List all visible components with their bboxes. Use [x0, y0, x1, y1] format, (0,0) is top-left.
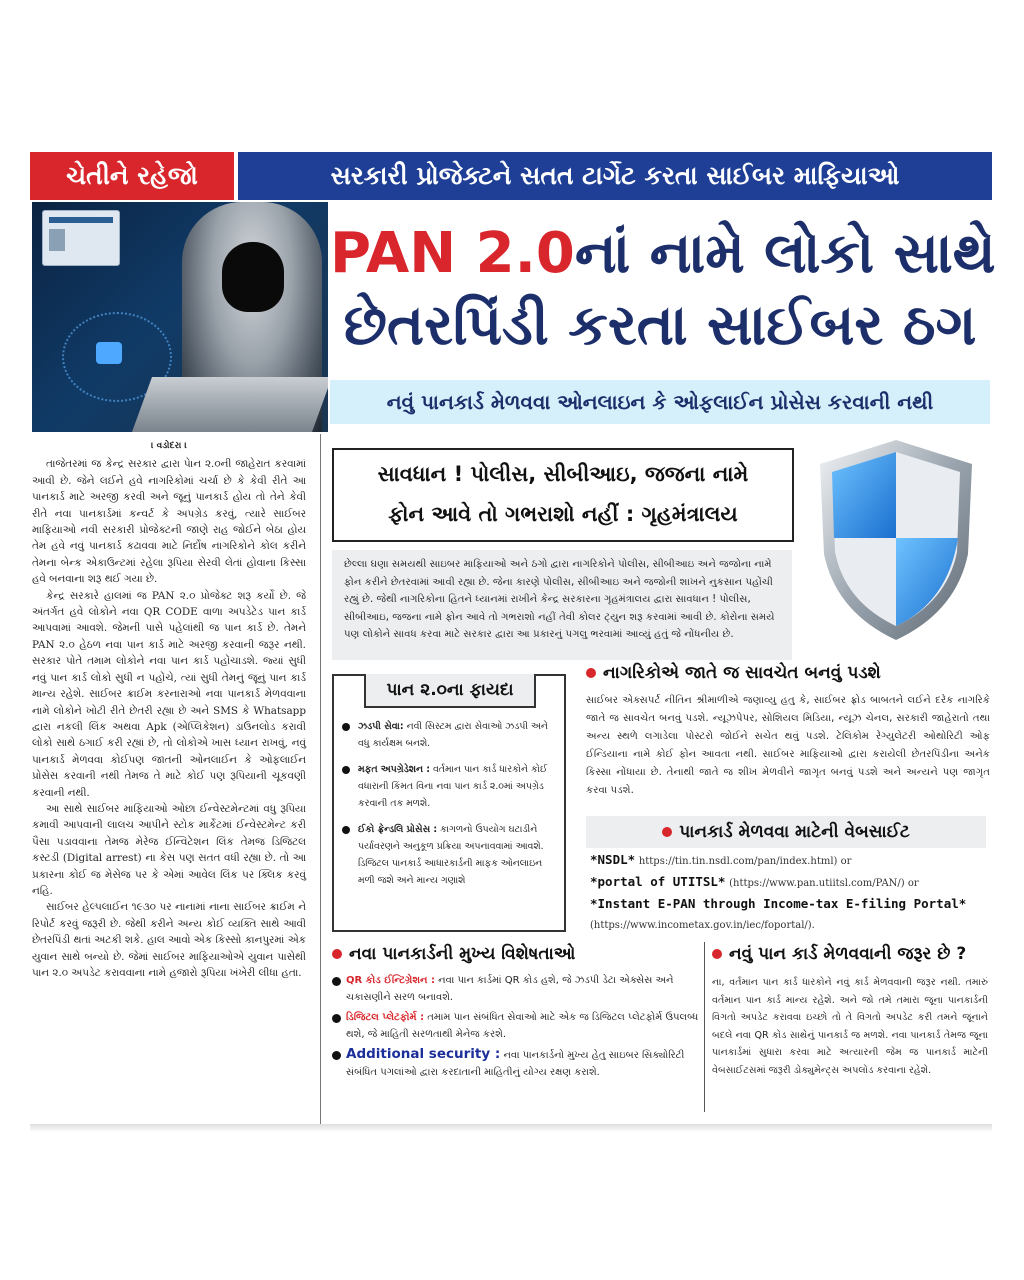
- column-divider: [320, 434, 321, 1124]
- website-item: [590, 894, 990, 936]
- paper-shadow: [30, 1124, 992, 1132]
- need-heading: [712, 940, 992, 968]
- feature-text: નવા પાન કાર્ડમાં QR કોડ હશે, જે ઝડપી ડેટા એક્સેસ અને ચકાસણીને સરળ બનાવશે.: [346, 975, 674, 1003]
- website-label: *portal of UTITSL*: [590, 874, 726, 889]
- benefit-text: નવી સિસ્ટમ દ્વારા સેવાઓ ઝડપી અને વધુ કાર્યક્ષમ બનશે.: [358, 721, 548, 749]
- feature-head: QR કોડ ઈન્ટિગ્રેશન :: [346, 975, 435, 986]
- feature-item: [332, 1046, 700, 1081]
- need-heading-text: નવું પાન કાર્ડ મેળવવાની જરૂર છે ?: [729, 944, 967, 964]
- benefit-item: [342, 718, 558, 752]
- websites-heading: [586, 816, 986, 848]
- features-heading: [332, 940, 702, 968]
- warning-headline-box: [332, 448, 794, 542]
- benefit-head: ઈકો ફ્રેન્ડલિ પ્રોસેસ :: [358, 824, 438, 835]
- mask-face: [222, 242, 284, 312]
- citizens-body: સાઈબર એક્સપર્ટ નીતિન શ્રીમાળીએ જણાવ્યુ હતુ કે, સાઈબર ફ્રોડ બાબતને લઈને દરેક નાગરિકે જાતે જ સાવચેત બનવું પડશે. ન્યૂઝપેપર, સોશિયલ મિડિયા, ન્યૂઝ ચેનલ, સરકારી જાહેરાતો તથા અન્ય સ્થળે લગાડેલા પોસ્ટરો જોઈને સચેત થવું પડશે. ટેલિકોમ રેગ્યુલેટરી ઓથોરિટી ઓફ ઈન્ડિયાના નામે કોઈ ફોન આવતા નથી. સાઈબર માફિયાઓ દ્વારા કરાયેલી છેતરપિંડીના અનેક કિસ્સા નોંધાયા છે. તેનાથી જાતે જ શીખ મેળવીને જાગૃત બનવું પડશે અને અન્યને પણ જાગૃત કરવા પડશે.: [586, 695, 990, 796]
- website-url[interactable]: (https://www.pan.utiitsl.com/PAN/) or: [729, 878, 919, 889]
- bullet-dot-icon: [712, 949, 722, 959]
- features-heading-text: નવા પાનકાર્ડની મુખ્ય વિશેષતાઓ: [349, 944, 576, 964]
- benefit-item: [342, 821, 558, 889]
- websites-heading-text: પાનકાર્ડ મેળવવા માટેની વેબસાઈટ: [679, 822, 910, 842]
- benefit-head: ઝડપી સેવા:: [358, 721, 404, 732]
- benefit-item: [342, 761, 558, 812]
- dateline: । વડોદરા ।: [151, 441, 187, 451]
- newspaper-clipping: [30, 152, 996, 1124]
- citizens-heading-text: નાગરિકોએ જાતે જ સાવચેત બનવું પડશે: [603, 663, 881, 683]
- website-label: *Instant E-PAN through Income-tax E-filing Portal*: [590, 896, 967, 911]
- headline: [330, 221, 996, 358]
- column-divider: [704, 942, 705, 1112]
- website-url[interactable]: https://tin.tin.nsdl.com/pan/index.html) or: [638, 856, 852, 867]
- need-body: ના, વર્તમાન પાન કાર્ડ ધારકોને નવું કાર્ડ મેળવવાની જરૂર નથી. તમારું વર્તમાન પાન કાર્ડ માન્ય રહેશે. અને જો તમે તમારા જૂના પાનકાર્ડની વિગતો અપડેટ કરાવવા ઇચ્છો તો તે વિગતો અપડેટ કરી તમને જૂનાને બદલે નવા QR કોડ સાથેનું પાનકાર્ડ જ મળશે. નવા પાનકાર્ડ તેમજ જૂના પાનકાર્ડમાં સુધારા કરવા માટે અત્યારની જેમ જ પાનકાર્ડ માટેની વેબસાઈટસમાં જરૂરી ડોક્યુમેન્ટ્સ અપલોડ કરવાના રહેશે.: [712, 977, 988, 1076]
- pan-card-icon: [42, 210, 120, 266]
- website-label: *NSDL*: [590, 852, 636, 867]
- article-paragraph: તાજેતરમાં જ કેન્દ્ર સરકાર દ્વારા પેાન ૨.૦ની જાહેરાત કરવામાં આવી છે. જેને લઈને હવે નાગરિકોમાં ચર્ચા છે કે કેવી રીતે આ પાનકાર્ડ માટે અરજી કરવી અને જૂનું પાનકાર્ડ હોય તો તેને કેવી રીતે નવા પાનકાર્ડમાં કન્વર્ટ કે અપગ્રેડ કરવું, ત્યારે સાઈબર માફિયાઓ નવી સરકારી પ્રોજેક્ટની જાણે રાહ જોઈને બેઠા હોય તેમ હવે નવું પાનકાર્ડ કઢાવવા માટે નિર્દોષ નાગરિકોને કોલ કરીને તેમના બેન્ક એકાઉન્ટમાં રહેલા રૂપિયા સેરવી લેતાં હોવાના કિસ્સા હવે બનવાના શરૂ થઈ ગયા છે.: [32, 458, 306, 586]
- banner-tag: ચેતીને રહેજો: [30, 152, 238, 200]
- feature-head: Additional security :: [346, 1046, 501, 1062]
- websites-list: [590, 850, 990, 936]
- benefits-title: પાન ૨.૦ના ફાયદા: [364, 674, 536, 708]
- website-url[interactable]: (https://www.incometax.gov.in/iec/foportal/).: [590, 920, 815, 931]
- feature-text: તમામ પાન સંબંધિત સેવાઓ માટે એક જ ડિજિટલ પ્લેટફોર્મ ઉપલબ્ધ થશે, જે માહિતી સરળતાથી મેનેજ કરશે.: [346, 1012, 699, 1040]
- benefit-text: કાગળનો ઉપયોગ ઘટાડીને પર્યાવરણને અનુકૂળ પ્રક્રિયા અપનાવવામાં આવશે. ડિજિટલ પાનકાર્ડ આધારકાર્ડની માફક ઓનલાઇન મળી જશે અને માન્ય ગણાશે: [358, 824, 544, 886]
- shield-icon: [806, 434, 986, 646]
- feature-text: નવા પાનકાર્ડનો મુખ્ય હેતુ સાઇબર સિક્યોરિટી સંબંધિત પગલાંઓ દ્વારા કરદાતાની માહિતીનું યોગ્ય રક્ષણ કરાશે.: [346, 1050, 685, 1078]
- warning-headline-line-1: સાવધાન ! પોલીસ, સીબીઆઇ, જજના નામે: [377, 462, 749, 486]
- website-item: [590, 850, 990, 872]
- banner-title: સરકારી પ્રોજેક્ટને સતત ટાર્ગેટ કરતા સાઈબર માફિયાઓ: [238, 152, 992, 200]
- headline-line-2: છેતરપિંડી કરતા સાઈબર ઠગ: [343, 293, 977, 358]
- warning-body: છેલ્લા ઘણા સમયથી સાઇબર માફિયાઓ અને ઠગો દ્વારા નાગરિકોને પોલીસ, સીબીઆઇ અને જજોના નામે ફોન કરીને છેતરવામાં આવી રહ્યા છે. જેના કારણે પોલીસ, સીબીઆઇ અને જજોની શાખને નુકસાન પહોંચી રહ્યું છે. જેથી નાગરિકોના હિતને ધ્યાનમાં રાખીને કેન્દ્ર સરકારના ગૃહમંત્રાલય દ્વારા સાવધાન ! પોલીસ, સીબીઆઇ, જજના નામે ફોન આવે તો ગભરાશો નહીં તેવી કોલર ટ્યુન શરૂ કરવામાં આવી છે. કોરોના સમયે પણ લોકોને સાવધ કરવા માટે સરકાર દ્વારા આ પ્રકારનું પગલુ ભરવામાં આવ્યું હતું જે નોંધનીય છે.: [332, 550, 792, 660]
- benefit-text: વર્તમાન પાન કાર્ડ ધારકોને કોઈ વધારાની કિંમત વિના નવા પાન કાર્ડ ૨.૦માં અપગ્રેડ કરવાની તક મળશે.: [358, 764, 548, 809]
- bullet-dot-icon: [586, 668, 596, 678]
- article-paragraph: કેન્દ્ર સરકારે હાલમાં જ PAN ૨.૦ પ્રોજેક્ટ શરૂ કર્યો છે. જે અંતર્ગત હવે લોકોને નવા QR CODE વાળા અપડેટેડ પાન કાર્ડ આપવામાં આવશે. જેમની પાસે પહેલાંથી જ પાન કાર્ડ છે. તેમને PAN ૨.૦ હેઠળ નવા પાન કાર્ડ માટે અરજી કરવાની જરૂર નથી. સરકાર પોતે તમામ લોકોને નવા પાન કાર્ડ પહોંચાડશે. જ્યાં સુધી નવું પાન કાર્ડ લોકો સુધી ન પહોંચે, ત્યાં સુધી તેમનું જૂનું પાન કાર્ડ માન્ય રહેશે. સાઈબર ક્રાઈમ કરનારાઓ નવા પાનકાર્ડ મેળવવાના નામે લોકોને ખોટી રીતે છેતરી રહ્યા છે અને SMS કે Whatsapp દ્વારા નકલી લિંક અથવા Apk (એપ્લિકેશન) ડાઉનલોડ કરાવી લોકો સાથે ઠગાઈ કરી રહ્યાં છે, તો લોકોએ ખાસ ધ્યાન રાખવું, નવું પાનકાર્ડ મેળવવા કોઈપણ જાતની ઓનલાઈન કે ઓફલાઈન પ્રોસેસ કરવાની નથી તેમજ તે માટે કોઈ પણ રૂપિયાની ચૂકવણી કરવાની નથી.: [32, 589, 306, 799]
- headline-line-1: [330, 221, 996, 286]
- features-list: [332, 972, 700, 1084]
- hacker-image: [32, 202, 328, 432]
- laptop-icon: [132, 377, 328, 432]
- bullet-dot-icon: [662, 827, 672, 837]
- benefit-head: મફત અપગ્રેડેશન :: [358, 764, 430, 775]
- headline-pan: PAN 2.0: [330, 221, 575, 286]
- main-article: [32, 438, 306, 1122]
- article-paragraph: સાઈબર હેલ્પલાઈન ૧૯૩૦ પર નાનામાં નાના સાઈબર ક્રાઈમ ને રિપોર્ટ કરવું જરૂરી છે. જેથી કરીને અન્ય કોઈ વ્યક્તિ સાથે આવી છેતરપિંડી થતાં અટકી શકે. હાલ આવો એક કિસ્સો કાનપુરમાં એક યુવાન સાથે બન્યો છે. જેમાં સાઈબર માફિયાઓએ યુવાન પાસેથી પાન ૨.૦ અપડેટ કરાવવાના નામે હજારો રૂપિયા ખંખેરી લીધા હતા.: [32, 901, 306, 979]
- warning-headline-line-2: ફોન આવે તો ગભરાશો નહીં : ગૃહમંત્રાલય: [388, 502, 738, 526]
- subheadline: નવું પાનકાર્ડ મેળવવા ઓનલાઇન કે ઓફલાઈન પ્રોસેસ કરવાની નથી: [330, 380, 990, 424]
- citizens-heading: [586, 658, 990, 688]
- top-banner: [30, 152, 992, 200]
- benefits-box: [332, 674, 566, 932]
- lock-icon: [96, 342, 122, 364]
- feature-head: ડિજિટલ પ્લેટફોર્મ :: [346, 1012, 425, 1023]
- article-paragraph: આ સાથે સાઈબર માફિયાઓ ઓછા ઈન્વેસ્ટમેન્ટમાં વધુ રૂપિયા કમાવી આપવાની લાલચ આપીને સ્ટોક માર્કેટમાં ઈન્વેસ્ટમેન્ટ કરી પૈસા પડાવવાના તેમજ મેરેજ ઈન્વિટેશન લિંક તેમજ ડિજિટલ કસ્ટડી (Digital arrest) ના કેસ પણ સતત વધી રહ્યા છે. તો આ પ્રકારના કોઈ જ મેસેજ પર કે એમાં આવેલ લિંક પર ક્લિક કરવું નહિ.: [32, 802, 306, 897]
- feature-item: [332, 972, 700, 1006]
- bullet-dot-icon: [332, 949, 342, 959]
- website-item: [590, 872, 990, 894]
- headline-line-1-rest: નાં નામે લોકો સાથે: [574, 221, 996, 286]
- feature-item: [332, 1009, 700, 1043]
